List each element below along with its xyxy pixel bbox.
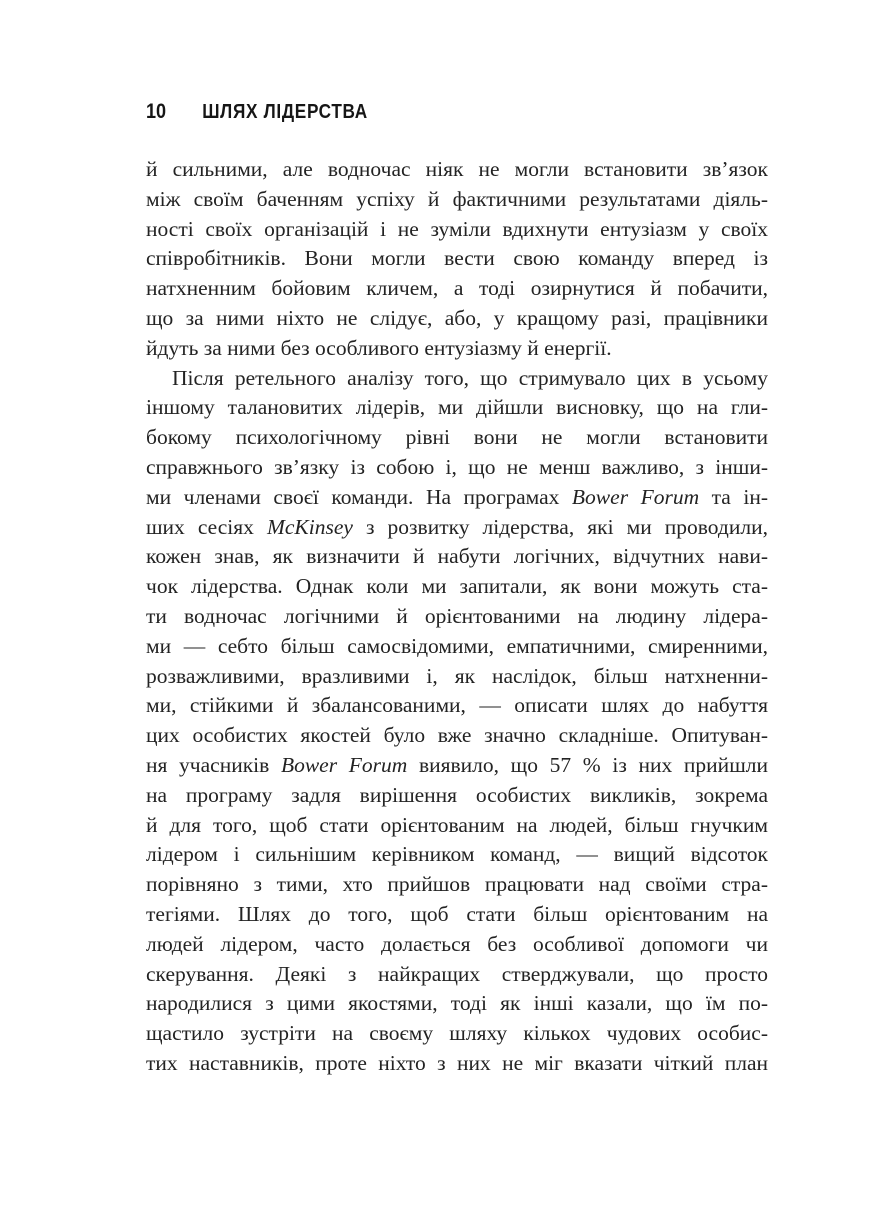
paragraph — [146, 155, 768, 364]
text-segment: ня учасників — [146, 752, 281, 777]
running-header — [146, 100, 368, 124]
paragraph — [146, 364, 768, 1079]
text-segment: розважливими, вразливими і, як наслідок, більш натхненни- — [146, 663, 768, 688]
text-line — [146, 244, 768, 274]
italic-term: Bower Forum — [280, 752, 408, 777]
book-title: ШЛЯХ ЛІДЕРСТВА — [202, 101, 368, 123]
text-line — [146, 811, 768, 841]
text-segment: натхненним бойовим кличем, а тоді озирнутися й побачити, — [146, 276, 768, 301]
text-line — [146, 185, 768, 215]
text-segment: й для того, щоб стати орієнтованим на людей, більш гнучким — [146, 812, 768, 837]
text-segment: кожен знав, як визначити й набути логічних, відчутних нави- — [146, 544, 768, 569]
text-segment: народилися з цими якостями, тоді як інші казали, що їм по- — [146, 991, 768, 1016]
text-segment: порівняно з тими, хто прийшов працювати над своїми стра- — [146, 872, 768, 897]
text-segment: ності своїх організацій і не зуміли вдихнути ентузіазм у своїх — [146, 216, 768, 241]
text-segment: на програму задля вирішення особистих викликів, зокрема — [146, 782, 768, 807]
text-segment: ти водночас логічними й орієнтованими на людину лідера- — [146, 603, 768, 628]
text-line — [146, 364, 768, 394]
text-line — [146, 1019, 768, 1049]
text-segment: що за ними ніхто не слідує, або, у кращому разі, працівники — [146, 305, 768, 330]
text-line — [146, 483, 768, 513]
text-segment: ми, стійкими й збалансованими, — описати шлях до набуття — [146, 693, 768, 718]
text-line — [146, 870, 768, 900]
text-segment: справжнього зв’язку із собою і, що не менш важливо, з інши- — [146, 454, 768, 479]
text-line — [146, 781, 768, 811]
text-segment: ми членами своєї команди. На програмах — [146, 484, 572, 509]
text-line — [146, 274, 768, 304]
italic-term: Bower Forum — [571, 484, 700, 509]
text-line — [146, 453, 768, 483]
text-line — [146, 960, 768, 990]
text-line — [146, 721, 768, 751]
text-segment: йдуть за ними без особливого ентузіазму й енергії. — [146, 335, 612, 360]
text-segment: людей лідером, часто долається без особливої допомоги чи — [146, 931, 768, 956]
text-line — [146, 155, 768, 185]
text-line — [146, 1049, 768, 1079]
text-segment: з розвитку лідерства, які ми проводили, — [352, 514, 768, 539]
text-line — [146, 691, 768, 721]
text-segment: й сильними, але водночас ніяк не могли встановити зв’язок — [146, 157, 768, 181]
text-segment: чок лідерства. Однак коли ми запитали, як вони можуть ста- — [146, 574, 768, 599]
text-segment: ших сесіях — [146, 514, 267, 539]
text-segment: скерування. Деякі з найкращих стверджували, що просто — [146, 961, 768, 986]
italic-term: McKinsey — [266, 514, 353, 539]
text-line — [146, 334, 768, 364]
text-segment: тих наставників, проте ніхто з них не міг вказати чіткий план — [146, 1050, 768, 1075]
text-line — [146, 840, 768, 870]
text-segment: між своїм баченням успіху й фактичними результатами діяль- — [146, 186, 768, 211]
text-line — [146, 393, 768, 423]
text-segment: тегіями. Шлях до того, щоб стати більш орієнтованим на — [146, 901, 768, 926]
text-line — [146, 900, 768, 930]
text-line — [146, 751, 768, 781]
text-line — [146, 423, 768, 453]
body-text — [146, 155, 768, 1079]
text-segment: лідером і сильнішим керівником команд, — вищий відсоток — [146, 842, 768, 867]
text-segment: іншому талановитих лідерів, ми дійшли висновку, що на гли- — [146, 395, 768, 420]
text-line — [146, 602, 768, 632]
text-segment: цих особистих якостей було вже значно складніше. Опитуван- — [146, 723, 768, 748]
text-line — [146, 572, 768, 602]
text-segment: та ін- — [699, 484, 768, 509]
text-line — [146, 989, 768, 1019]
text-line — [146, 304, 768, 334]
page-number: 10 — [146, 100, 167, 123]
text-segment: співробітників. Вони могли вести свою команду вперед із — [146, 246, 768, 271]
text-line — [146, 542, 768, 572]
text-segment: виявило, що 57 % із них прийшли — [407, 752, 768, 777]
text-segment: щастило зустріти на своєму шляху кількох чудових особис- — [146, 1021, 768, 1046]
text-line — [146, 930, 768, 960]
text-segment: бокому психологічному рівні вони не могли встановити — [146, 425, 768, 450]
text-segment: Після ретельного аналізу того, що стримувало цих в усьому — [172, 365, 768, 390]
text-segment: ми — себто більш самосвідомими, емпатичними, смиренними, — [146, 633, 768, 658]
text-line — [146, 513, 768, 543]
text-line — [146, 662, 768, 692]
text-line — [146, 632, 768, 662]
text-line — [146, 215, 768, 245]
